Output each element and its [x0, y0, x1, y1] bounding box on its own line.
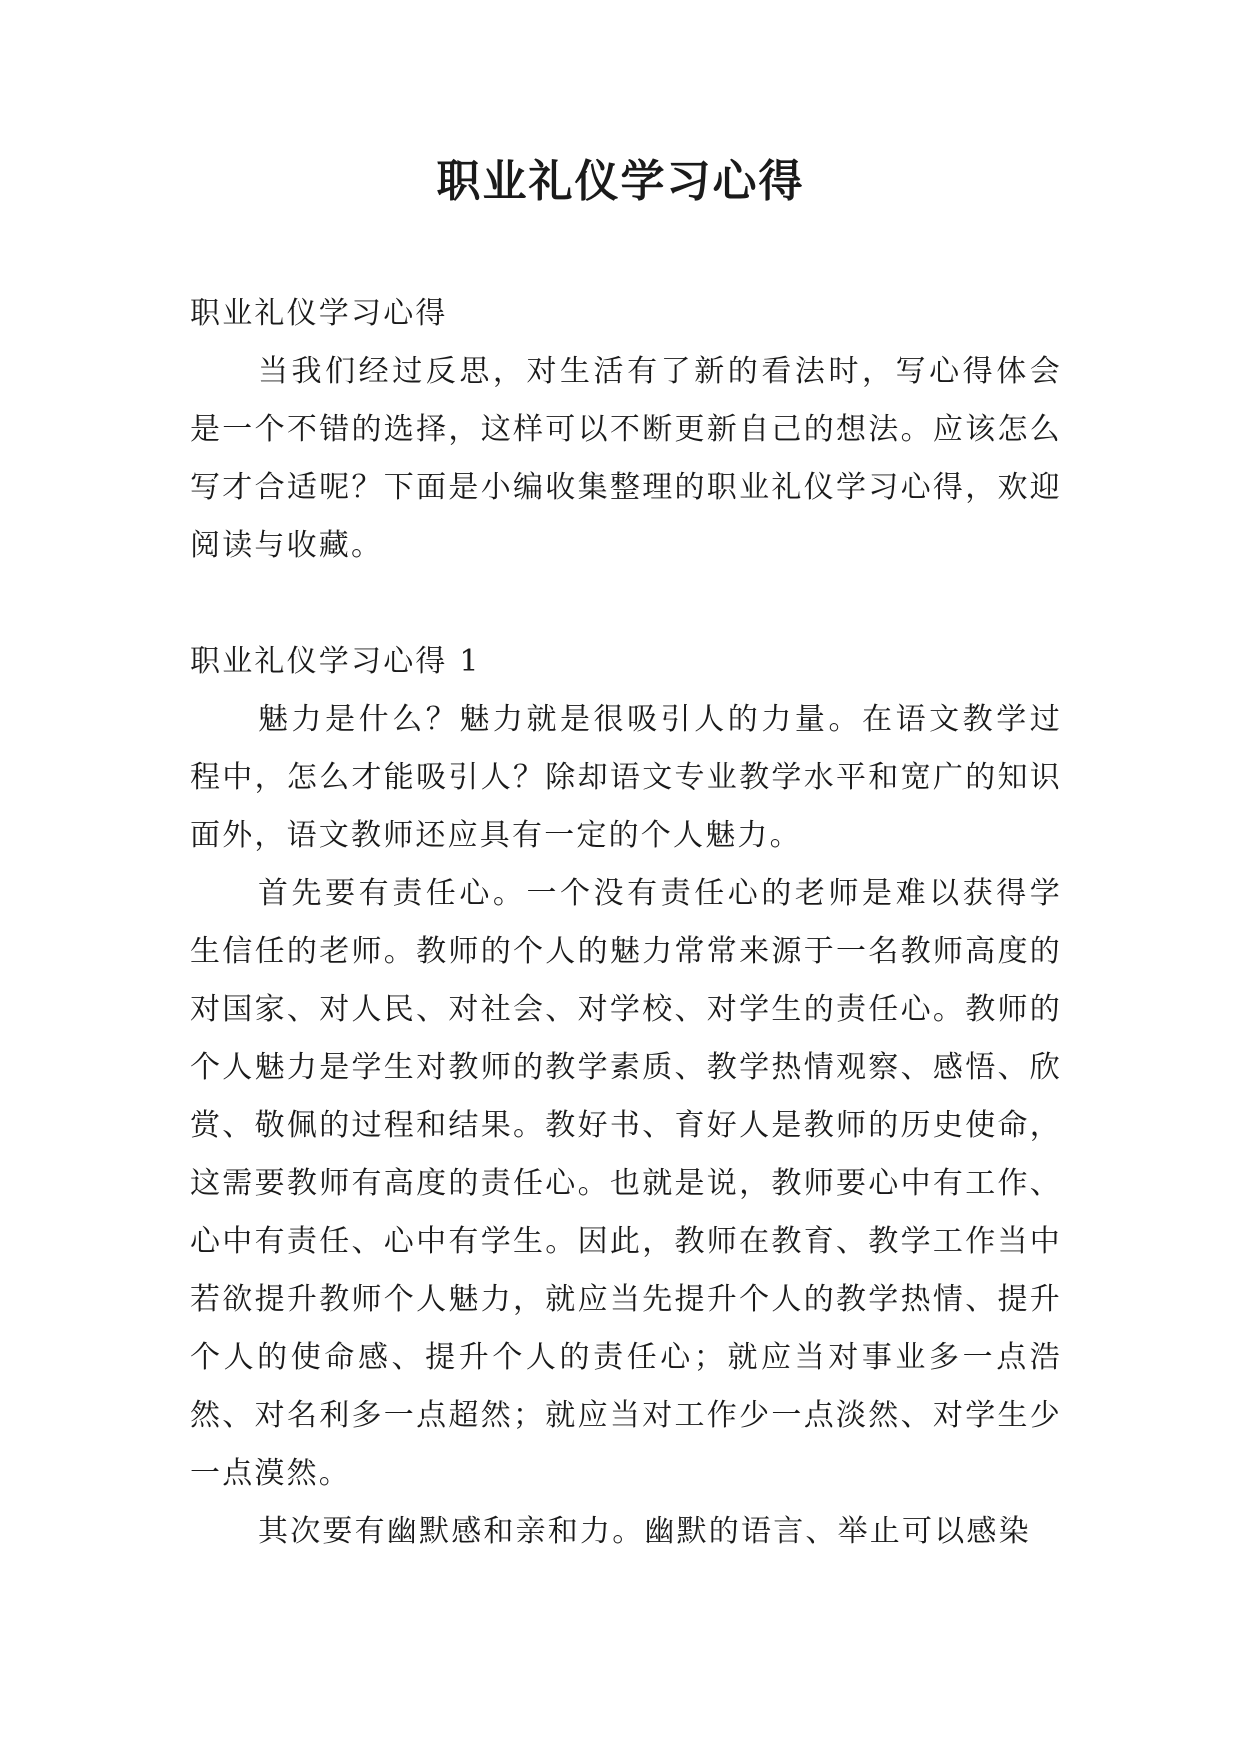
intro-heading: 职业礼仪学习心得	[190, 296, 448, 331]
section-1-heading: 职业礼仪学习心得 1	[190, 644, 481, 679]
section-1-paragraph-3: 其次要有幽默感和亲和力。幽默的语言、举止可以感染	[258, 1514, 1031, 1549]
section-1-paragraph-2: 首先要有责任心。一个没有责任心的老师是难以获得学生信任的老师。教师的个人的魅力常常来源于一名教师高度的对国家、对人民、对社会、对学校、对学生的责任心。教师的个人魅力是学生对教师的教学素质、教学热情观察、感悟、欣赏、敬佩的过程和结果。教好书、育好人是教师的历史使命，这需要教师有高度的责任心。也就是说，教师要心中有工作、心中有责任、心中有学生。因此，教师在教育、教学工作当中若欲提升教师个人魅力，就应当先提升个人的教学热情、提升个人的使命感、提升个人的责任心；就应当对事业多一点浩然、对名利多一点超然；就应当对工作少一点淡然、对学生少一点漠然。	[190, 876, 1062, 1491]
page-title: 职业礼仪学习心得	[436, 156, 805, 207]
document-body	[190, 285, 1062, 1561]
intro-paragraph: 当我们经过反思，对生活有了新的看法时，写心得体会是一个不错的选择，这样可以不断更新自己的想法。应该怎么写才合适呢？下面是小编收集整理的职业礼仪学习心得，欢迎阅读与收藏。	[190, 354, 1062, 563]
section-1-paragraph-1: 魅力是什么？魅力就是很吸引人的力量。在语文教学过程中，怎么才能吸引人？除却语文专业教学水平和宽广的知识面外，语文教师还应具有一定的个人魅力。	[190, 702, 1062, 853]
section-spacer	[190, 575, 1062, 633]
